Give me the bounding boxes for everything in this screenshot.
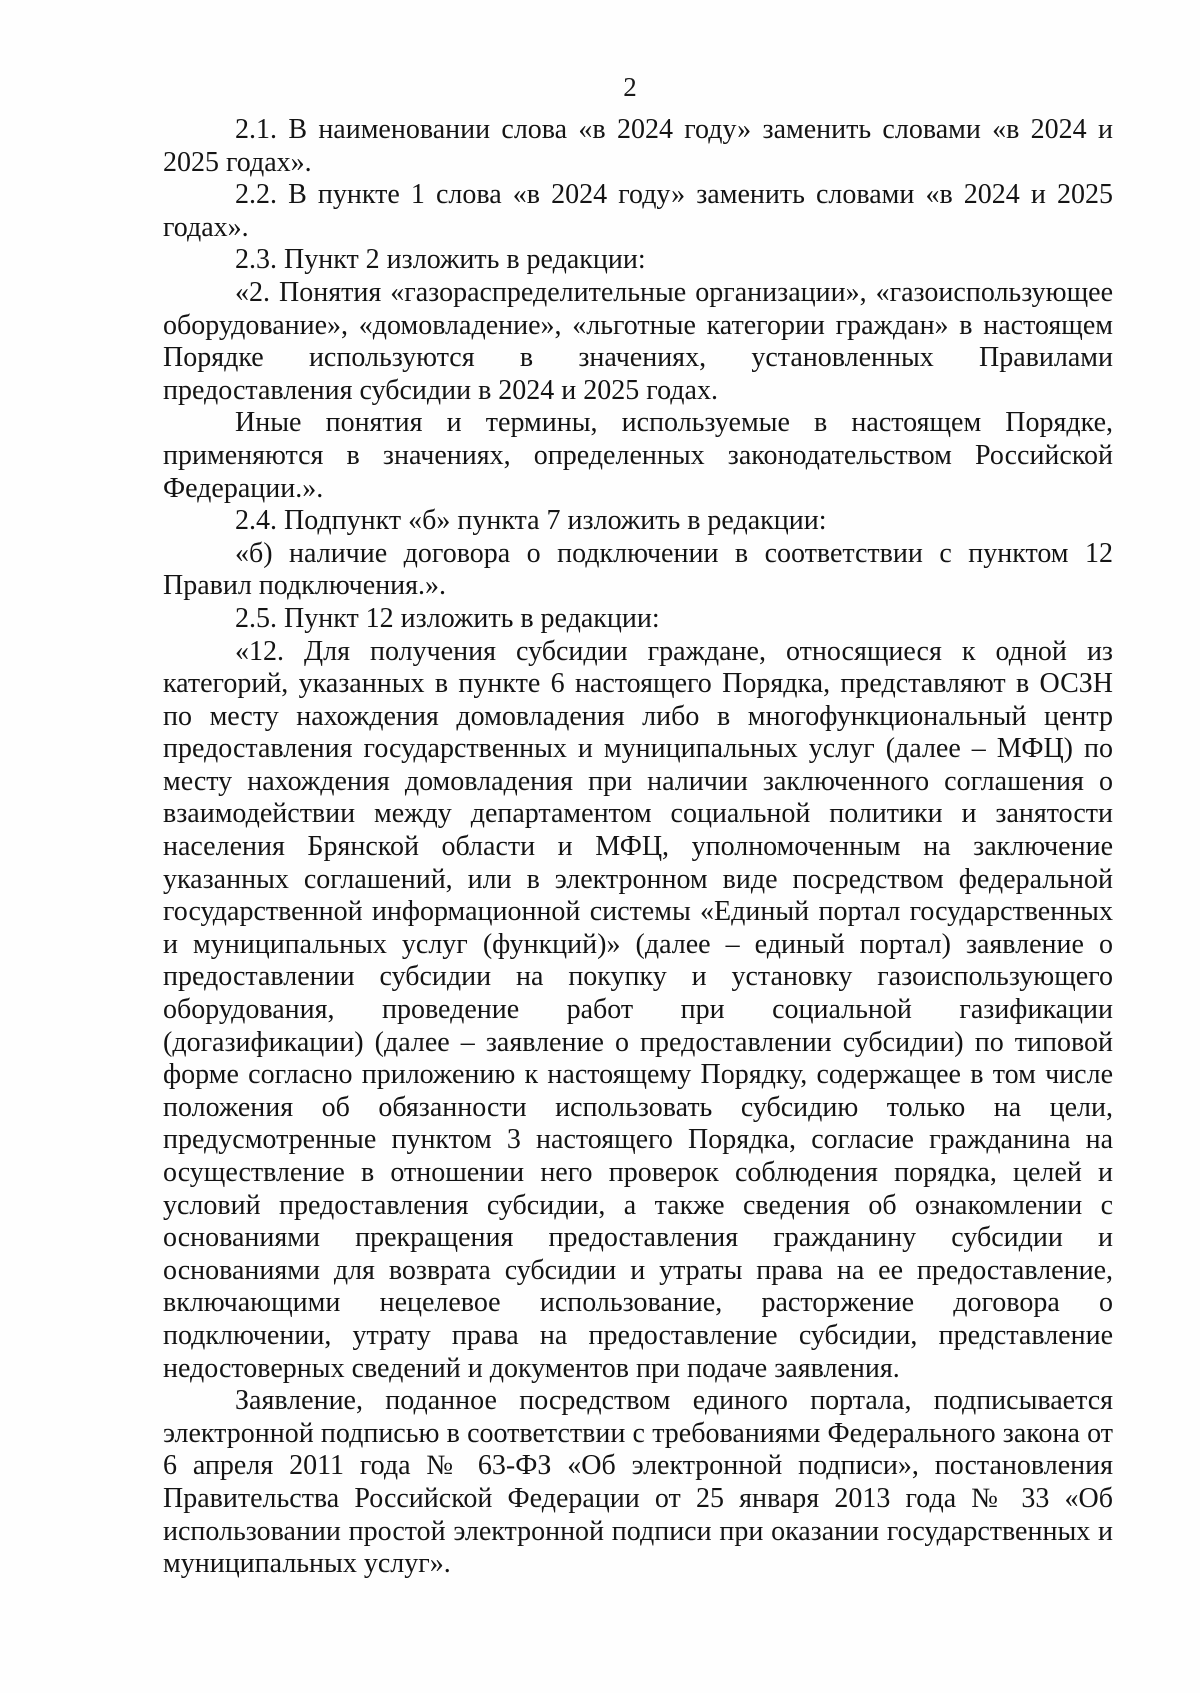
paragraph-application-signature: Заявление, поданное посредством единого портала, подписывается электронной подписью в соответствии с требованиями Федерального закона от 6 апреля 2011 года № 63-ФЗ «Об электронной подписи», постановления Правительства Российской Федерации от 25 января 2013 года № 33 «Об использовании простой электронной подписи при оказании государственных и муниципальных услуг». [163,1385,1113,1580]
paragraph-2-4: 2.4. Подпункт «б» пункта 7 изложить в редакции: [235,505,827,537]
paragraph-2-1: 2.1. В наименовании слова «в 2024 году» заменить словами «в 2024 и 2025 годах». [163,114,1113,178]
paragraph-other-terms: Иные понятия и термины, используемые в настоящем Порядке, применяются в значениях, определенных законодательством Российской Федерации.». [163,407,1113,504]
paragraph-point-12: «12. Для получения субсидии граждане, относящиеся к одной из категорий, указанных в пункте 6 настоящего Порядка, представляют в ОСЗН по месту нахождения домовладения либо в многофункциональный центр предоставления государственных и муниципальных услуг (далее – МФЦ) по месту нахождения домовладения при наличии заключенного соглашения о взаимодействии между департаментом социальной политики и занятости населения Брянской области и МФЦ, уполномоченным на заключение указанных соглашений, или в электронном виде посредством федеральной государственной информационной системы «Единый портал государственных и муниципальных услуг (функций)» (далее – единый портал) заявление о предоставлении субсидии на покупку и установку газоиспользующего оборудования, проведение работ при социальной газификации (догазификации) (далее – заявление о предоставлении субсидии) по типовой форме согласно приложению к настоящему Порядку, содержащее в том числе положения об обязанности использовать субсидию только на цели, предусмотренные пунктом 3 настоящего Порядка, согласие гражданина на осуществление в отношении него проверок соблюдения порядка, целей и условий предоставления субсидии, а также сведения об ознакомлении с основаниями прекращения предоставления гражданину субсидии и основаниями для возврата субсидии и утраты права на ее предоставление, включающими нецелевое использование, расторжение договора о подключении, утрату права на предоставление субсидии, представление недостоверных сведений и документов при подаче заявления. [163,635,1113,1384]
paragraph-2-2: 2.2. В пункте 1 слова «в 2024 году» заменить словами «в 2024 и 2025 годах». [163,179,1113,243]
paragraph-2-5: 2.5. Пункт 12 изложить в редакции: [235,602,660,634]
paragraph-point-2: «2. Понятия «газораспределительные организации», «газоиспользующее оборудование», «домовладение», «льготные категории граждан» в настоящем Порядке используются в значениях, установленных Правилами предоставления субсидии в 2024 и 2025 годах. [163,276,1113,406]
paragraph-2-3: 2.3. Пункт 2 изложить в редакции: [235,244,646,276]
paragraph-subpoint-b: «б) наличие договора о подключении в соответствии с пунктом 12 Правил подключения.». [163,537,1113,602]
page-number: 2 [623,72,637,102]
document-body [163,114,1113,1581]
